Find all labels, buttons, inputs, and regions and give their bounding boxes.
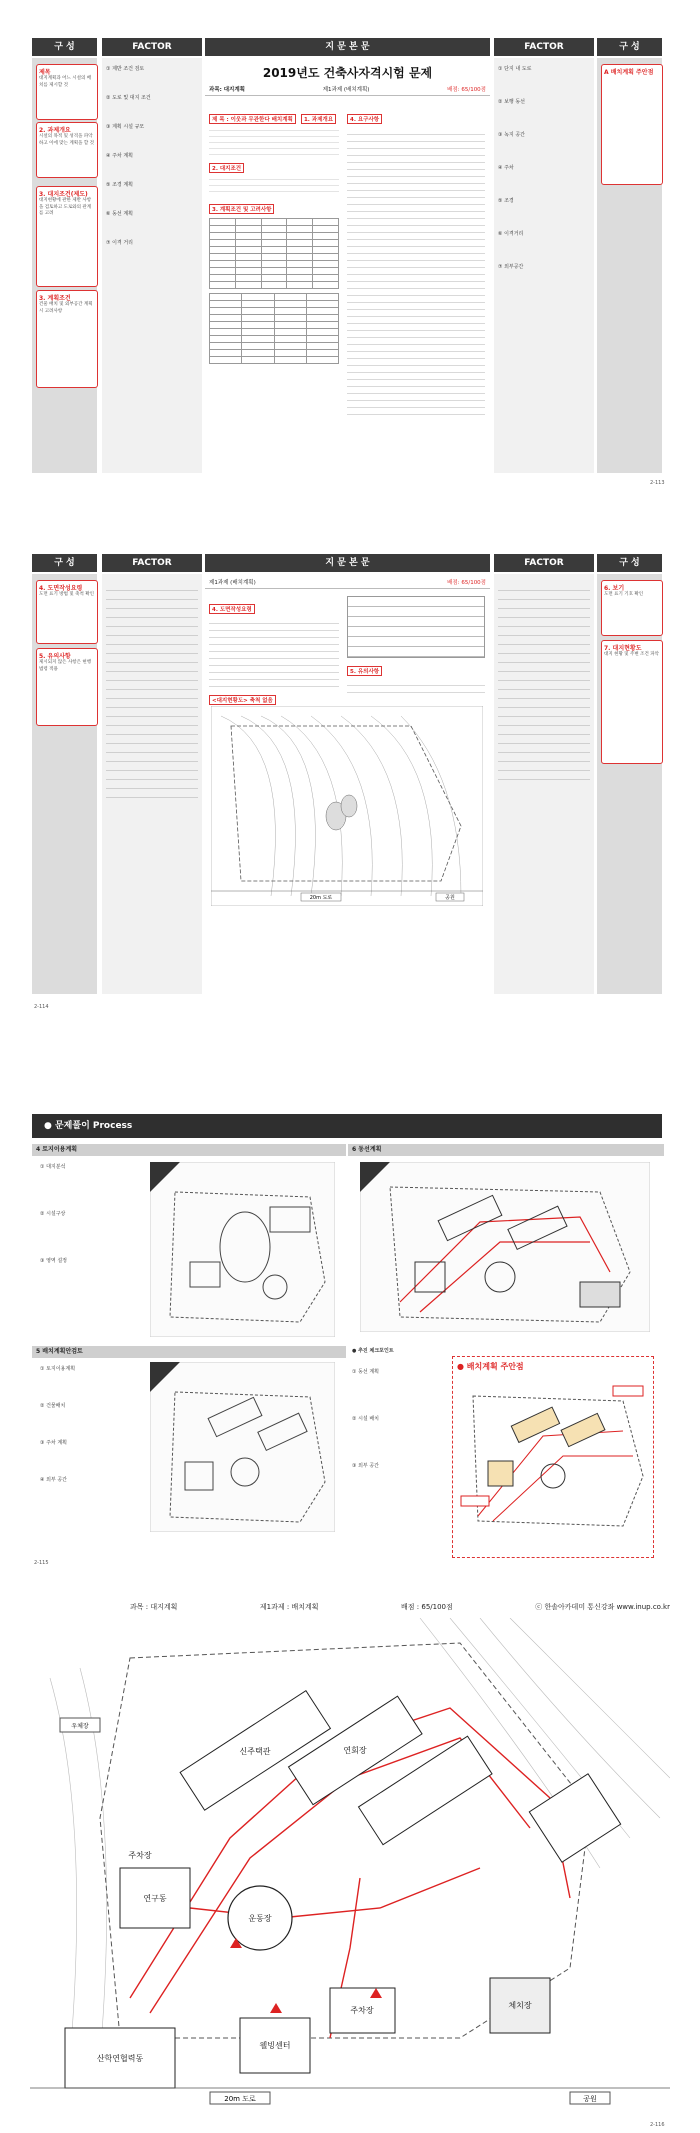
left-text-column [209,106,339,364]
plan-title: ● 배치계획 주안점 [457,1362,524,1371]
left-text [209,596,339,706]
left-box-1 [36,580,98,644]
problem: 제1과제 : 배치계획 [259,1603,319,1611]
header-factor-right: FACTOR [494,38,594,56]
building-label: 주차장 [350,2006,374,2015]
right-box-body: 대지 현황 및 주변 조건 파악 [604,652,659,657]
factor-item: ① 제반 조건 검토 [106,66,145,72]
main-body [205,60,490,472]
score: 배점 : 65/100점 [401,1603,453,1611]
page-4 [0,1596,700,2133]
page-title: 2019년도 건축사자격시험 문제 [262,66,433,80]
page-number: 2-113 [650,480,665,486]
problem: 제1과제 (배치계획) [209,580,256,586]
divider [205,95,490,96]
left-box-title: 2. 과제개요 [39,127,71,134]
factor-right-list [498,66,590,271]
problem: 제1과제 (배치계획) [322,87,370,93]
building-label: 신주택관 [239,1747,271,1756]
text-block [209,125,339,155]
right-box-body: 도면 표기 기호 확인 [604,592,644,597]
building-label: 연회장 [343,1746,367,1755]
factor-item: ④ 주차 [498,165,514,171]
right-box [601,64,663,185]
panel-text: ② 시설 배치 [352,1416,379,1422]
left-box-title: 5. 유의사항 [39,653,71,660]
section-heading: 4. 요구사항 [347,114,382,124]
heading-box: 제 목 : 이웃과 무관한다 배치계획 [209,114,296,124]
panel-text: ① 동선 계획 [352,1369,379,1375]
plan-sketch [453,1376,649,1546]
text-block [209,174,339,196]
factor-item: ① 단지 내 도로 [498,66,532,72]
right-box-title: A 배치계획 주안점 [604,69,654,76]
road-label: 20m 도로 [224,2095,256,2103]
factor-list [106,66,198,247]
header-body: 지 문 본 문 [205,38,490,56]
header-composition-right: 구 성 [597,38,662,56]
section-heading: 4. 도면작성요령 [209,604,255,614]
page-number: 2-114 [34,1004,49,1010]
factor-item: ③ 녹지 공간 [498,132,525,138]
subject: 과목: 대지계획 [209,87,245,93]
section-heading: 1. 과제개요 [301,114,336,124]
left-box-2 [36,122,98,178]
header-composition: 구 성 [32,554,97,572]
legend-table [347,596,485,658]
header-factor: FACTOR [102,554,202,572]
road-label: 20m 도로 [309,895,333,901]
brand: ⓒ 한솔아카데미 통신강좌 www.inup.co.kr [535,1603,670,1611]
left-box-title: 4. 도면작성요령 [39,585,83,592]
page-number: 2-115 [34,1560,49,1566]
page-1 [0,18,700,498]
factor-text [106,582,198,802]
panel-text: ① 대지분석 [40,1164,66,1170]
page-2 [0,528,700,1038]
process-banner: ● 문제풀이 Process [32,1114,662,1138]
header-composition: 구 성 [32,38,97,56]
meta-row [209,85,486,93]
program-table-2 [209,293,339,364]
panel-text: ② 시설구상 [40,1211,66,1217]
divider [205,588,490,589]
building-label: 체치장 [508,2001,532,2010]
right-box-title: 7. 대지현황도 [604,645,642,652]
text-block [209,617,339,687]
panel-text: ③ 주차 계획 [40,1440,67,1446]
section-heading: 2. 대지조건 [209,163,244,173]
score: 배점: 65/100점 [447,580,486,586]
left-box-body: 건물 배치 및 외부공간 계획 시 고려사항 [39,302,93,314]
building-label: 산학연협력동 [96,2054,144,2063]
left-box-title: 3. 대지조건(제도) [39,191,88,198]
site-map [211,706,483,906]
header-body: 지 문 본 문 [205,554,490,572]
header-factor: FACTOR [102,38,202,56]
factor-item: ⑥ 이격거리 [498,231,524,237]
section-heading: 5. 유의사항 [347,666,382,676]
page-number: 2-116 [650,2122,665,2128]
factor-item: ⑤ 조경 계획 [106,182,133,188]
left-box-4 [36,290,98,388]
site-plan [30,1618,670,2118]
factor-item: ② 보행 동선 [498,99,525,105]
page-3 [0,1078,700,1578]
panel-text: ④ 외부 공간 [40,1477,67,1483]
right-box-2 [601,640,663,764]
left-box-body: 제시되지 않은 사항은 현행 법령 적용 [39,660,92,672]
factor-item: ② 도로 및 대지 조건 [106,95,151,101]
building-label: 웰빙센터 [259,2041,291,2050]
main-body [205,576,490,994]
header-factor-right: FACTOR [494,554,594,572]
map-caption: <대지현황도> 축척 없음 [209,695,276,705]
left-box-body: 도면 표기 방법 및 축척 확인 [39,592,94,597]
left-box-title: 제목 [39,69,51,76]
sketch-1 [150,1162,335,1337]
panel-text: ③ 외부 공간 [352,1463,379,1469]
panel-text: ② 건물배치 [40,1403,66,1409]
factor-item: ③ 계획 시설 규모 [106,124,145,130]
panel-header: 4 토지이용계획 [32,1144,346,1156]
header-composition-right: 구 성 [597,554,662,572]
panel-header: 5 배치계획안검토 [32,1346,346,1358]
factor-item: ⑦ 이격 거리 [106,240,133,246]
right-column [597,574,662,994]
park-label: 공원 [583,2095,597,2103]
factor-item: ⑥ 동선 계획 [106,211,133,217]
section-heading: 3. 계획조건 및 고려사항 [209,204,274,214]
panel-header: 6 동선계획 [348,1144,664,1156]
left-box-body: 시설의 목적 및 성격을 파악하고 이에 맞는 계획을 할 것 [39,134,94,146]
left-box-1 [36,64,98,120]
panel-4-text [352,1348,442,1470]
text-block [347,128,485,418]
factor-item: ④ 주차 계획 [106,153,133,159]
panel-1-text [40,1164,140,1265]
sketch-3 [360,1162,650,1332]
score: 배점: 65/100점 [447,87,486,93]
panel-2-text [40,1366,140,1484]
text-block [347,679,485,699]
panel-text: ① 토지이용계획 [40,1366,76,1372]
left-box-2 [36,648,98,726]
program-table [209,218,339,289]
left-box-body: 대지계획과 어느 시설의 배치를 제시할 것 [39,76,92,88]
left-box-title: 3. 계획조건 [39,295,71,302]
court-label: 우체장 [71,1723,89,1730]
right-box-title: 6. 보기 [604,585,625,592]
left-box-body: 대지현황에 관한 제반 사항을 검토하고 도로와의 관계를 고려 [39,198,92,216]
factor-item: ⑤ 조경 [498,198,514,204]
building-label: 주차장 [128,1851,152,1860]
park-label: 공원 [445,895,455,901]
right-box-1 [601,580,663,636]
panel-text: ③ 영역 설정 [40,1258,67,1264]
right-text-column [347,106,485,418]
left-box-3 [36,186,98,287]
drawing-header [130,1602,670,1612]
factor-right-text [498,582,590,782]
building-label: 연구동 [143,1894,167,1903]
building-label: 운동장 [248,1914,272,1923]
sketch-2 [150,1362,335,1532]
right-text [347,596,485,699]
plan-box [452,1356,654,1558]
panel-text: ● 추진 체크포인트 [352,1348,394,1354]
factor-item: ⑦ 외부공간 [498,264,524,270]
subject: 과목 : 대지계획 [130,1603,178,1611]
meta-row [209,578,486,586]
